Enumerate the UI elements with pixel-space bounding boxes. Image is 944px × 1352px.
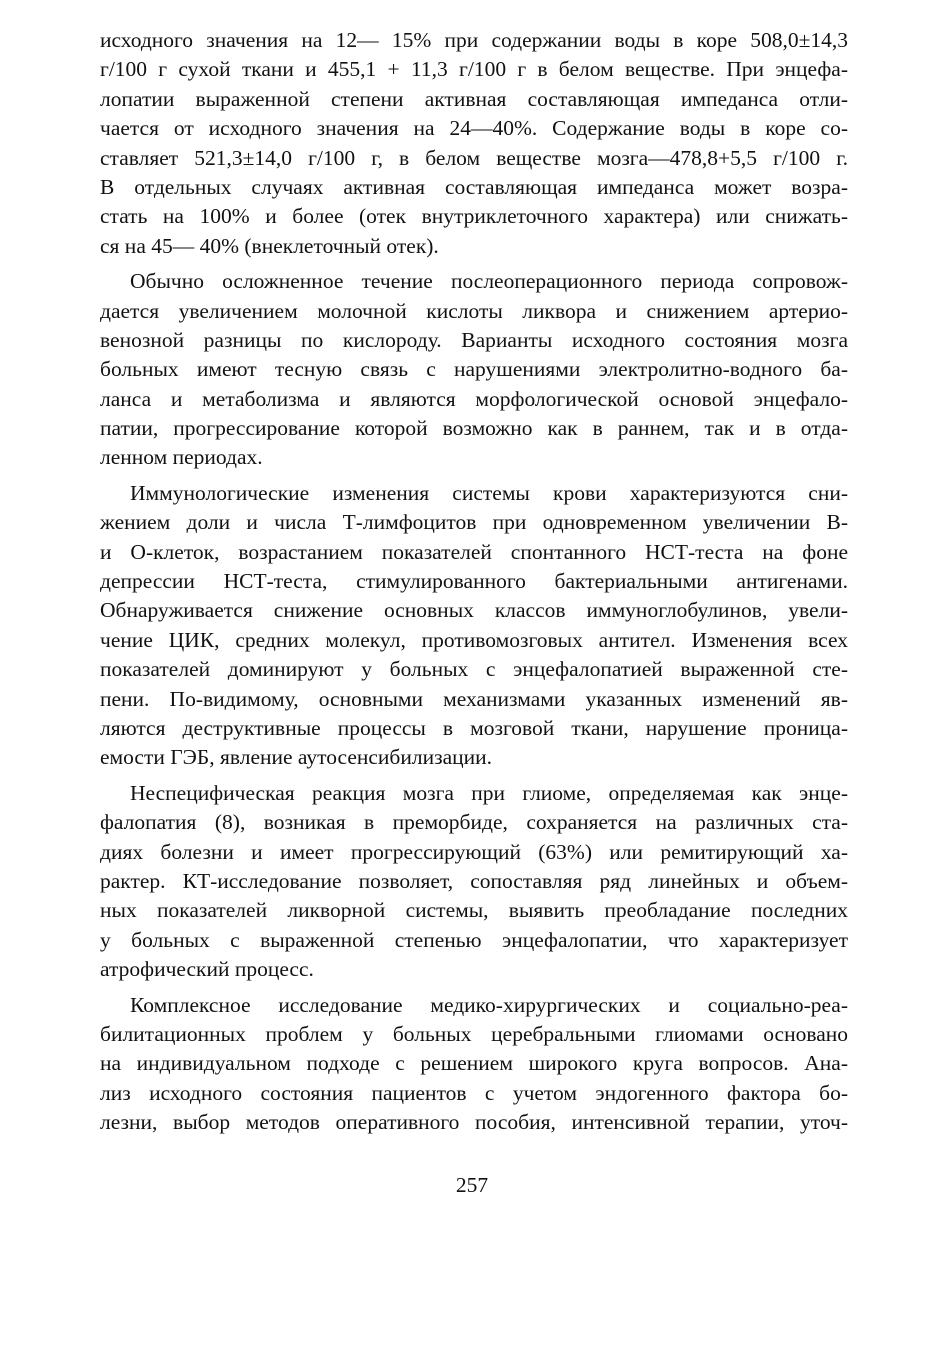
text-line: ланса и метаболизма и являются морфологической основой энцефало- — [100, 386, 848, 411]
text-line: г/100 г сухой ткани и 455,1 + 11,3 г/100 г в белом веществе. При энцефа- — [100, 57, 848, 82]
text-line: рактер. КТ-исследование позволяет, сопоставляя ряд линейных и объем- — [100, 868, 848, 893]
text-line: показателей доминируют у больных с энцефалопатией выраженной сте- — [100, 657, 848, 682]
text-line: у больных с выраженной степенью энцефалопатии, что характеризует — [100, 927, 848, 952]
text-line: стать на 100% и более (отек внутриклеточного характера) или снижать- — [100, 204, 848, 229]
text-line: пени. По-видимому, основными механизмами указанных изменений яв- — [100, 686, 848, 711]
text-line: лиз исходного состояния пациентов с учетом эндогенного фактора бо- — [100, 1080, 848, 1105]
text-line: ных показателей ликворной системы, выявить преобладание последних — [100, 898, 848, 923]
text-line: атрофический процесс. — [100, 957, 314, 982]
page-number: 257 — [455, 1173, 489, 1197]
text-line: Комплексное исследование медико-хирургических и социально-реа- — [130, 992, 848, 1017]
text-line: ляются деструктивные процессы в мозговой ткани, нарушение проница- — [100, 715, 848, 740]
text-line: жением доли и числа Т-лимфоцитов при одновременном увеличении В- — [100, 510, 848, 535]
text-line: ленном периодах. — [100, 445, 263, 470]
text-line: ставляет 521,3±14,0 г/100 г, в белом веществе мозга—478,8+5,5 г/100 г. — [100, 145, 848, 170]
text-line: диях болезни и имеет прогрессирующий (63%) или ремитирующий ха- — [100, 839, 848, 864]
text-line: Обнаруживается снижение основных классов иммуноглобулинов, увели- — [100, 598, 848, 623]
text-line: и О-клеток, возрастанием показателей спонтанного НСТ-теста на фоне — [100, 539, 848, 564]
text-line: лезни, выбор методов оперативного пособия, интенсивной терапии, уточ- — [100, 1110, 848, 1135]
text-line: Обычно осложненное течение послеоперационного периода сопровож- — [130, 269, 848, 294]
text-line: чение ЦИК, средних молекул, противомозговых антител. Изменения всех — [100, 627, 848, 652]
text-line: венозной разницы по кислороду. Варианты исходного состояния мозга — [100, 327, 848, 352]
paragraph-1 — [100, 26, 848, 261]
text-line: дается увеличением молочной кислоты ликвора и снижением артерио- — [100, 298, 848, 323]
text-line: патии, прогрессирование которой возможно как в раннем, так и в отда- — [100, 416, 848, 441]
text-line: на индивидуальном подходе с решением широкого круга вопросов. Ана- — [100, 1051, 848, 1076]
text-line: билитационных проблем у больных церебральными глиомами основано — [100, 1021, 848, 1046]
text-line: больных имеют тесную связь с нарушениями электролитно-водного ба- — [100, 357, 848, 382]
text-line: исходного значения на 12— 15% при содержании воды в коре 508,0±14,3 — [100, 28, 848, 52]
paragraph-4 — [100, 779, 848, 985]
paragraph-2 — [100, 267, 848, 473]
paragraph-5 — [100, 991, 848, 1138]
text-line: Неспецифическая реакция мозга при глиоме, определяемая как энце- — [130, 780, 848, 805]
paragraph-3 — [100, 479, 848, 773]
text-line: фалопатия (8), возникая в преморбиде, сохраняется на различных ста- — [100, 810, 848, 835]
text-line: чается от исходного значения на 24—40%. Содержание воды в коре со- — [100, 116, 848, 141]
text-line: ся на 45— 40% (внеклеточный отек). — [100, 233, 439, 258]
text-line: лопатии выраженной степени активная составляющая импеданса отли- — [100, 86, 848, 111]
text-line: депрессии НСТ-теста, стимулированного бактериальными антигенами. — [100, 569, 848, 594]
text-line: В отдельных случаях активная составляющая импеданса может возра- — [100, 174, 848, 199]
page-body — [100, 26, 848, 1143]
text-line: Иммунологические изменения системы крови характеризуются сни- — [130, 480, 848, 505]
text-line: емости ГЭБ, явление аутосенсибилизации. — [100, 745, 493, 770]
